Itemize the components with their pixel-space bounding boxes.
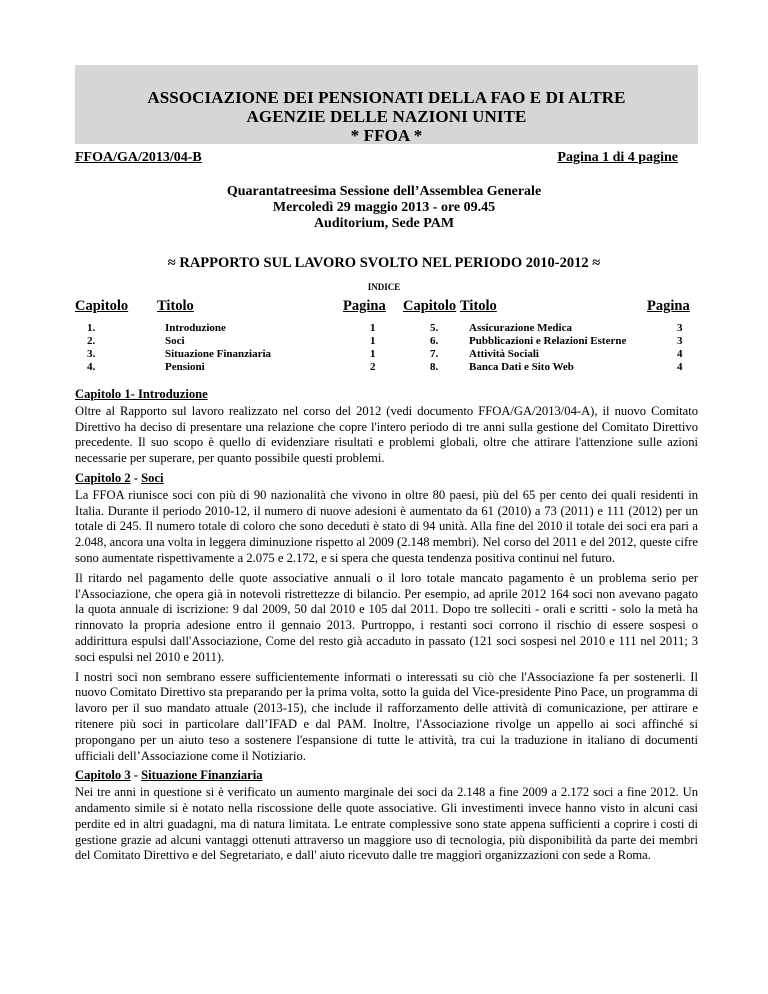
index-page: 2 xyxy=(370,361,376,373)
index-num: 1. xyxy=(87,322,96,334)
index-header-title: Titolo xyxy=(157,298,194,314)
session-title: Quarantatreesima Sessione dell’Assemblea Generale xyxy=(226,184,542,199)
index-title: Pensioni xyxy=(165,361,205,373)
chapter-3-number: Capitolo 3 xyxy=(75,768,131,783)
index-title: Banca Dati e Sito Web xyxy=(469,361,574,373)
index-header-chapter-2: Capitolo xyxy=(403,298,457,314)
header-line-2: AGENZIE DELLE NAZIONI UNITE xyxy=(246,107,527,126)
index-page: 4 xyxy=(677,361,683,373)
document-reference: FFOA/GA/2013/04-B xyxy=(75,150,202,165)
chapter-1-heading: Capitolo 1- Introduzione xyxy=(75,387,208,401)
index-page: 1 xyxy=(370,335,376,347)
chapter-2-paragraph-2: Il ritardo nel pagamento delle quote associative annuali o il loro totale mancato pagamento è un problema serio per l'Associazione, che opera già in notevoli ristrettezze di bilancio. Per esempio, ad aprile 2012 164 soci non avevano pagato la quota annuale di iscrizione: 9 dal 2009, 50 dal 2010 e 105 dal 2011. Dopo tre solleciti - orali e scritti - solo la metà ha rinnovato la propria adesione entro il gennaio 2013. Purtroppo, i restanti soci corrono il rischio di essere sospesi o addirittura espulsi dall'Associazione, Come del resto già accaduto in passato (121 soci sospesi nel 2010 e 111 nel 2011; 3 soci espulsi nel 2010 e 2011). xyxy=(75,570,698,664)
chapter-2-number: Capitolo 2 xyxy=(75,470,131,485)
index-num: 4. xyxy=(87,361,96,373)
chapter-3-separator: - xyxy=(130,768,142,783)
index-num: 6. xyxy=(430,335,439,347)
index-page: 1 xyxy=(370,322,376,334)
index-page: 3 xyxy=(677,322,683,334)
index-num: 8. xyxy=(430,361,439,373)
index-header-title-2: Titolo xyxy=(460,298,497,314)
index-title: Assicurazione Medica xyxy=(469,322,572,334)
index-header-chapter: Capitolo xyxy=(75,298,129,314)
index-title: Attività Sociali xyxy=(469,348,539,360)
index-title: Introduzione xyxy=(165,322,226,334)
header-line-3: * FFOA * xyxy=(350,126,423,145)
index-num: 2. xyxy=(87,335,96,347)
association-header xyxy=(75,65,698,144)
chapter-2-name: Soci xyxy=(141,470,164,485)
index-title: Situazione Finanziaria xyxy=(165,348,272,360)
index-title: Soci xyxy=(165,335,185,347)
report-title: ≈ RAPPORTO SUL LAVORO SVOLTO NEL PERIODO 2010-2012 ≈ xyxy=(167,255,601,271)
index-page: 4 xyxy=(677,348,683,360)
chapter-2-paragraph-3: I nostri soci non sembrano essere sufficientemente informati o interessati su ciò che l'Associazione fa per sostenerli. Il nuovo Comitato Direttivo sta preparando per la prima volta, sotto la guida del Vice-presidente Pino Pace, un programma di lavoro per il suo mandato attuale (2013-15), che include il rafforzamento delle attività di comunicazione, per attirare e ritenere più soci in particolare dall’IFAD e dal PAM. Inoltre, l'Associazione rivolge un appello ai soci affinché si propongano per un aiuto teso a sostenere l'espansione di tutte le attività, tra cui la traduzione in italiano di documenti ufficiali dell’Associazione come il Notiziario. xyxy=(75,669,698,763)
index-header-page: Pagina xyxy=(343,298,386,314)
chapter-3-paragraph: Nei tre anni in questione si è verificato un aumento marginale dei soci da 2.148 a fine 2009 a 2.172 soci a fine 2012. Un andamento simile si è notato nella riscossione delle quote associative. Gli investimenti invece hanno visto in alcuni casi perdite ed in altri guadagni, ma di natura limitata. Le entrate complessive sono state appena sufficienti a coprire i costi di gestione grazie ad alcuni vantaggi ottenuti attraverso un maggiore uso di tecnologia, più disponibilità da parte dei membri del Comitato Direttivo e del Segretariato, e dall' aiuto ricevuto dalle tre maggiori organizzazioni con sede a Roma. xyxy=(75,785,698,863)
chapter-2-heading xyxy=(75,471,698,487)
chapter-2-paragraph-1: La FFOA riunisce soci con più di 90 nazionalità che vivono in oltre 80 paesi, più del 65 per cento dei quali residenti in Italia. Durante il periodo 2010-12, il numero di nuove adesioni è aumentato da 61 (2010) a 73 (2011) e 111 (2012) per un totale di 245. Il numero totale di coloro che sono deceduti è stato di 94 unità. Alla fine del 2010 il totale dei soci era pari a 2.048, ancora una volta in leggera diminuzione rispetto al 2009 (2.148 membri). Nel corso del 2011 e del 2012, queste cifre sono aumentate rispettivamente a 2.075 e 2.172, e si spera che questa tendenza positiva continui nel futuro. xyxy=(75,487,698,565)
index-label: INDICE xyxy=(367,282,401,292)
index-num: 3. xyxy=(87,348,96,360)
header-line-1: ASSOCIAZIONE DEI PENSIONATI DELLA FAO E DI ALTRE xyxy=(147,88,626,107)
document-body xyxy=(75,387,698,868)
chapter-1-paragraph: Oltre al Rapporto sul lavoro realizzato nel corso del 2012 (vedi documento FFOA/GA/2013/04-A), il nuovo Comitato Direttivo ha deciso di presentare una relazione che copre l'intero periodo di tre anni sulla gestione del Comitato Direttivo precedente. Il suo scopo è quello di evidenziare risultati e problemi globali, oltre che attirare l'attenzione sulle azioni necessarie per superare, per quanto possibile questi problemi. xyxy=(75,403,698,466)
index-num: 7. xyxy=(430,348,439,360)
index-num: 5. xyxy=(430,322,439,334)
session-location: Auditorium, Sede PAM xyxy=(313,216,455,231)
index-page: 1 xyxy=(370,348,376,360)
chapter-2-separator: - xyxy=(130,470,142,485)
chapter-3-heading xyxy=(75,768,698,784)
page-info: Pagina 1 di 4 pagine xyxy=(557,150,678,165)
chapter-3-name: Situazione Finanziaria xyxy=(141,768,263,783)
session-date: Mercoledì 29 maggio 2013 - ore 09.45 xyxy=(272,200,496,215)
index-header-page-2: Pagina xyxy=(647,298,690,314)
index-page: 3 xyxy=(677,335,683,347)
index-title: Pubblicazioni e Relazioni Esterne xyxy=(469,335,627,347)
session-info xyxy=(0,184,768,232)
